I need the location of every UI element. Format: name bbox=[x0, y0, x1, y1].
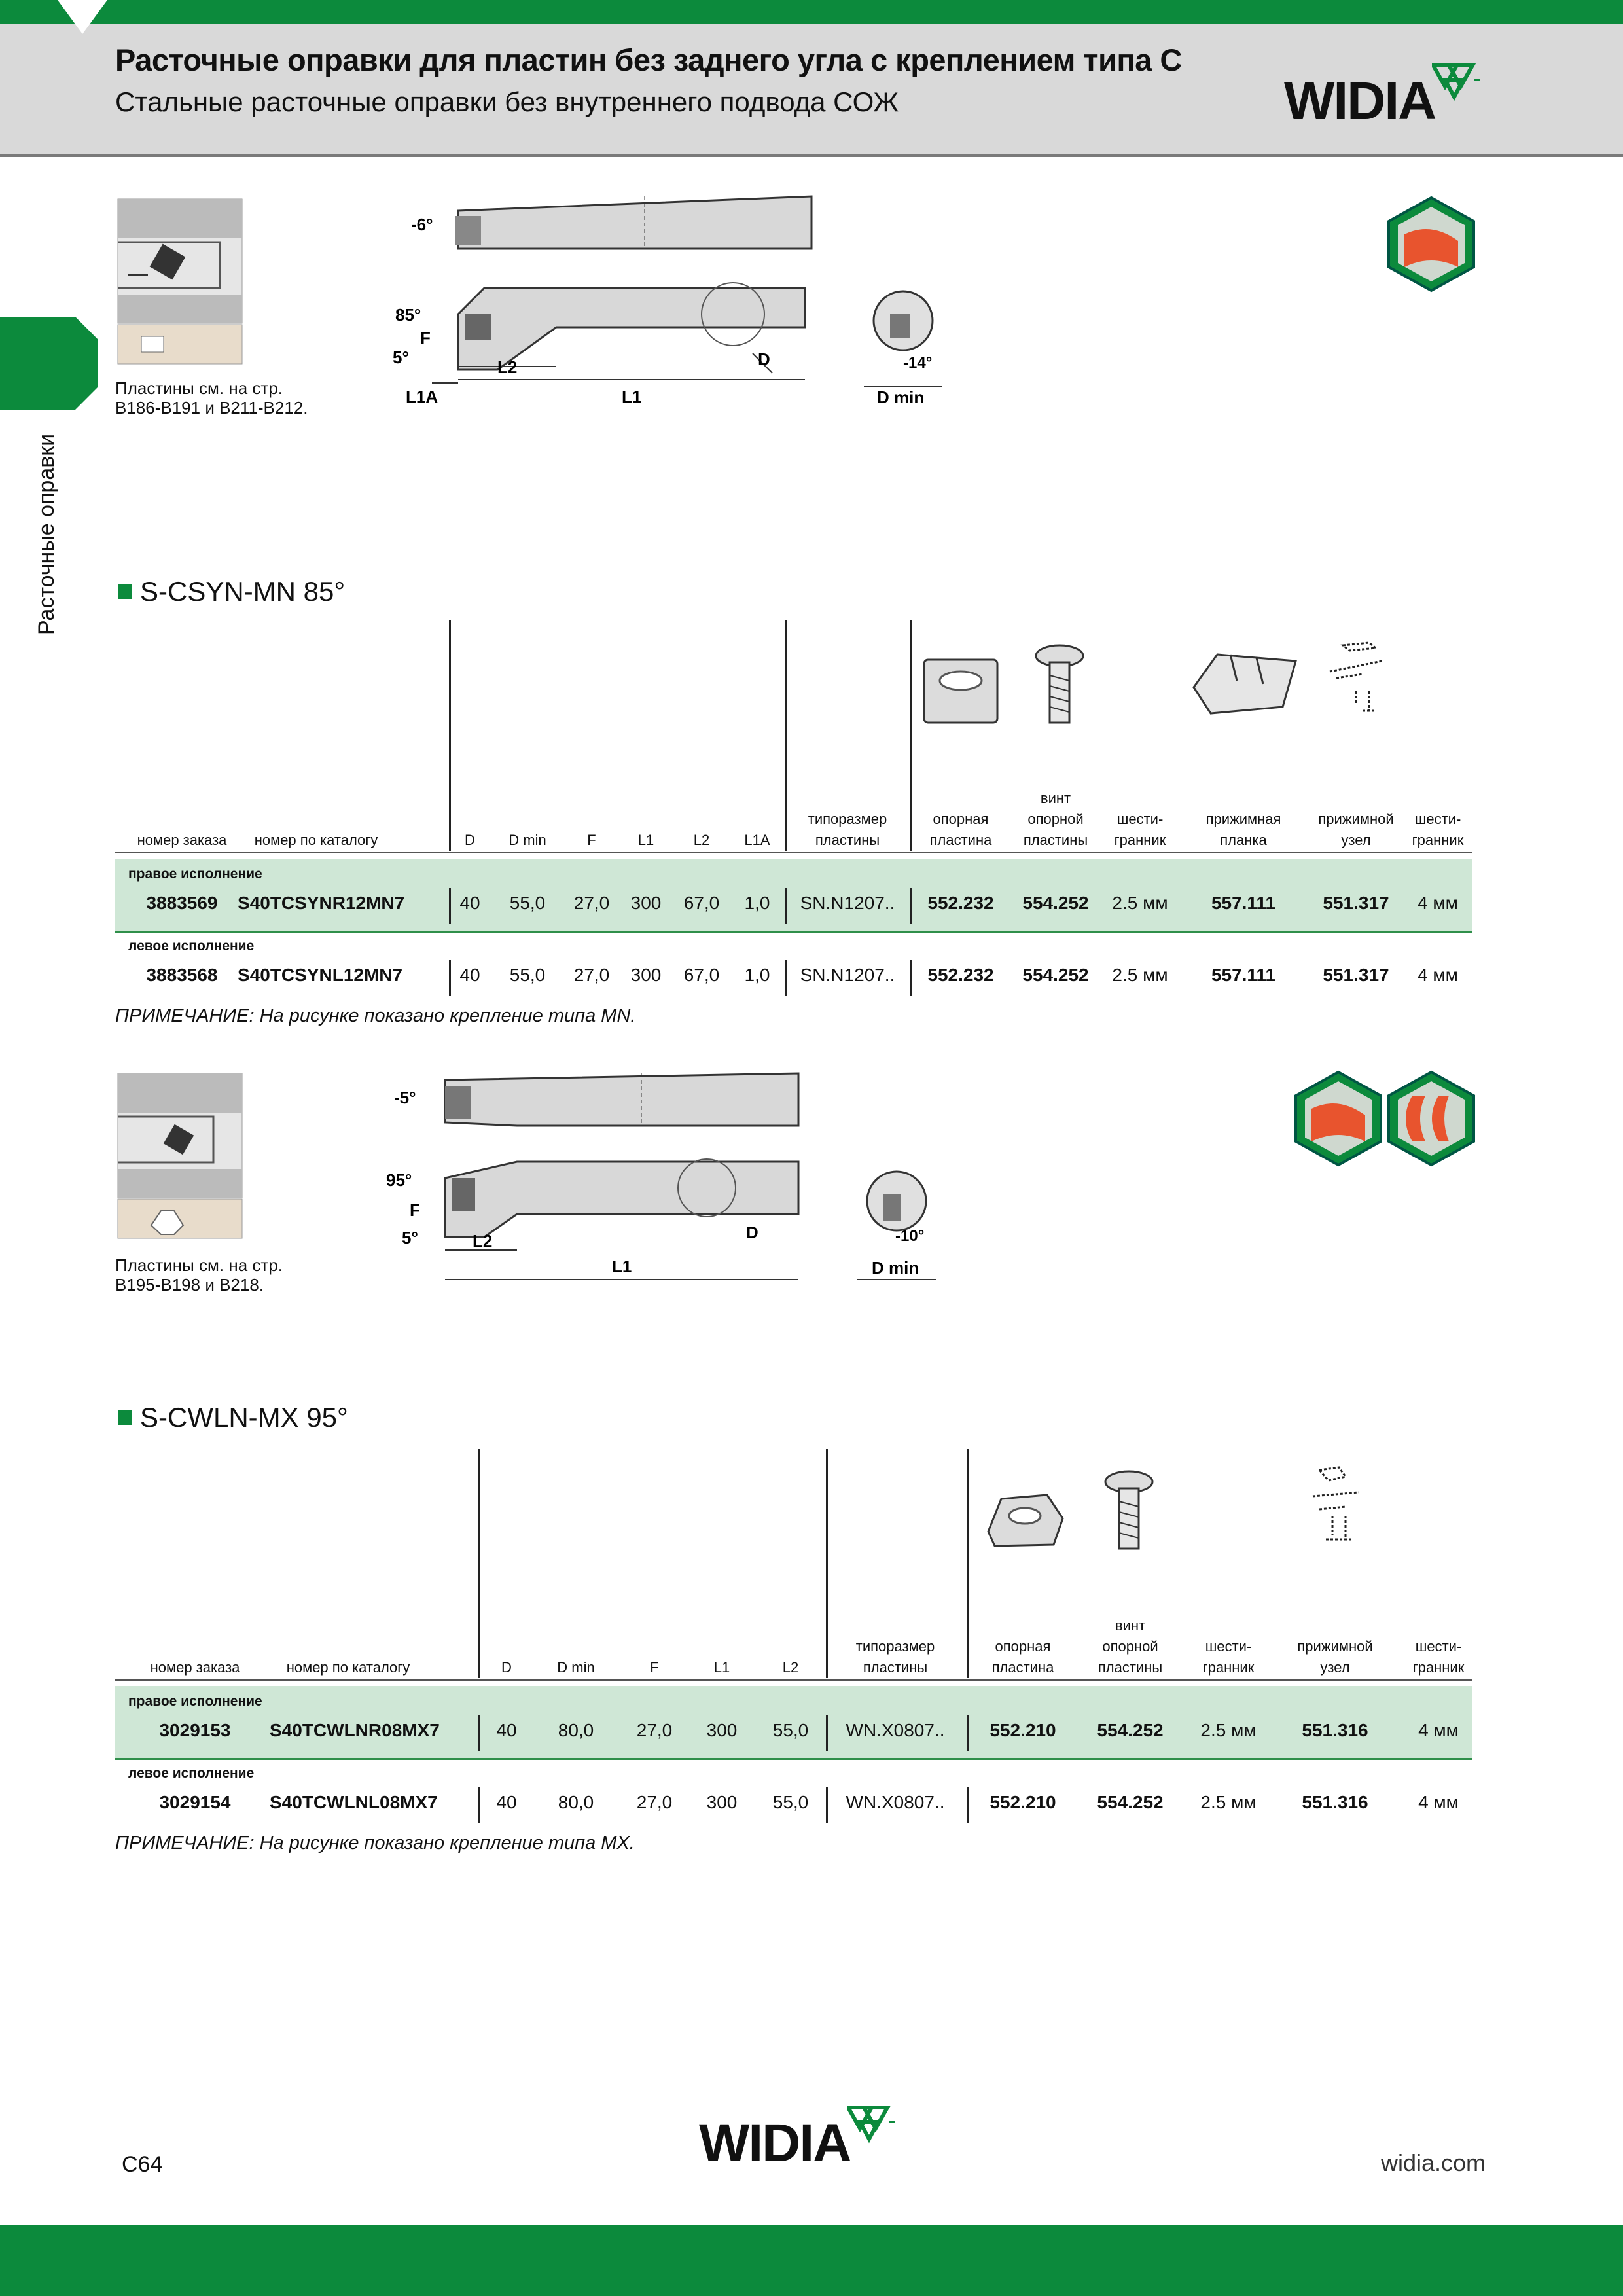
column-header: F bbox=[650, 1659, 659, 1676]
column-header: прижимная планка bbox=[1205, 811, 1281, 848]
column-header: номер заказа bbox=[137, 832, 227, 848]
table-cell: 4 мм bbox=[1418, 965, 1458, 985]
column-header: типоразмер пластины bbox=[808, 811, 887, 848]
insert-note-line: Пластины см. на стр. bbox=[115, 378, 283, 398]
side-tab-label: Расточные оправки bbox=[34, 433, 59, 635]
logo-text: WIDIA bbox=[1284, 71, 1436, 131]
column-header: опорная пластина bbox=[991, 1638, 1054, 1676]
drawing-label: L1A bbox=[406, 387, 438, 406]
table-cell: 27,0 bbox=[636, 1792, 673, 1812]
shim-plate-icon bbox=[921, 655, 1003, 726]
top-green-bar bbox=[0, 0, 1623, 24]
cell-separator bbox=[785, 960, 787, 996]
cell-separator bbox=[449, 960, 451, 996]
header-rule bbox=[115, 1679, 1472, 1681]
drawing-label: -14° bbox=[903, 354, 933, 372]
column-header: винт опорной пластины bbox=[1023, 790, 1088, 848]
column-header: L2 bbox=[782, 1659, 799, 1676]
table-cell: 554.252 bbox=[1022, 893, 1089, 913]
table-cell: 552.232 bbox=[927, 965, 994, 985]
table-cell: 40 bbox=[496, 1792, 517, 1812]
section-marker bbox=[118, 584, 132, 599]
table-cell: 552.210 bbox=[990, 1792, 1056, 1812]
section-title-text: S-CWLN-MX 95° bbox=[140, 1402, 348, 1433]
column-header: номер по каталогу bbox=[254, 832, 378, 848]
page-subtitle: Стальные расточные оправки без внутреннего подвода СОЖ bbox=[115, 86, 899, 117]
drawing-label: D min bbox=[877, 387, 925, 407]
table-cell: 3883569 bbox=[146, 893, 218, 913]
column-separator bbox=[478, 1449, 480, 1678]
insert-reference-note bbox=[115, 378, 308, 418]
logo-text: WIDIA bbox=[699, 2113, 851, 2173]
header-divider bbox=[0, 154, 1623, 157]
column-header: D bbox=[465, 832, 475, 848]
column-header: прижимной узел bbox=[1318, 811, 1394, 848]
drawing-label: 5° bbox=[393, 348, 409, 367]
drawing-label: D bbox=[746, 1223, 758, 1242]
table-cell: 551.316 bbox=[1302, 1792, 1368, 1812]
group-label: правое исполнение bbox=[128, 1694, 262, 1709]
widia-logo-icon bbox=[847, 2105, 897, 2144]
table-cell: 27,0 bbox=[573, 893, 610, 913]
table-cell: WN.X0807.. bbox=[846, 1720, 945, 1740]
table-cell: S40TCWLNR08MX7 bbox=[270, 1720, 440, 1740]
drawing-label: -5° bbox=[394, 1088, 416, 1107]
table-cell: 67,0 bbox=[683, 965, 720, 985]
table-cell: 300 bbox=[630, 893, 662, 913]
table-cell: 40 bbox=[496, 1720, 517, 1740]
column-header: номер заказа bbox=[150, 1659, 240, 1676]
cell-separator bbox=[826, 1787, 828, 1823]
drawing-label: L2 bbox=[473, 1231, 493, 1251]
cell-separator bbox=[785, 888, 787, 924]
row-rule bbox=[115, 931, 1472, 933]
insert-note-line: B195-B198 и B218. bbox=[115, 1275, 264, 1295]
widia-logo bbox=[1284, 71, 1435, 132]
bottom-green-bar bbox=[0, 2225, 1623, 2296]
drawing-label: D min bbox=[872, 1258, 919, 1278]
page-number: C64 bbox=[122, 2152, 163, 2177]
table-cell: 300 bbox=[706, 1720, 738, 1740]
table-cell: SN.N1207.. bbox=[800, 965, 895, 985]
drawing-label: D bbox=[758, 350, 770, 369]
drawing-label: 5° bbox=[402, 1228, 418, 1247]
table-cell: 3029153 bbox=[159, 1720, 231, 1740]
side-tab bbox=[0, 317, 98, 410]
column-header: шести- гранник bbox=[1412, 811, 1464, 848]
table-cell: 4 мм bbox=[1418, 1792, 1459, 1812]
table-cell: 551.317 bbox=[1323, 965, 1389, 985]
table-cell: 554.252 bbox=[1097, 1720, 1164, 1740]
insert-note-line: B186-B191 и B211-B212. bbox=[115, 398, 308, 418]
table-cell: WN.X0807.. bbox=[846, 1792, 945, 1812]
table-cell: 2.5 мм bbox=[1112, 893, 1168, 913]
website-link[interactable]: widia.com bbox=[1381, 2149, 1486, 2176]
application-icon bbox=[1386, 195, 1476, 293]
drawing-label: F bbox=[420, 328, 431, 348]
clamp-plate-icon bbox=[1191, 641, 1302, 720]
table-cell: 80,0 bbox=[558, 1792, 594, 1812]
insert-note-line: Пластины см. на стр. bbox=[115, 1255, 283, 1275]
shim-screw-icon bbox=[1030, 643, 1089, 728]
cell-separator bbox=[826, 1715, 828, 1751]
table-cell: 557.111 bbox=[1211, 893, 1276, 913]
column-header: D min bbox=[508, 832, 546, 848]
drawing-label: L1 bbox=[622, 387, 642, 406]
shim-screw-icon bbox=[1099, 1469, 1158, 1554]
drawing-label: F bbox=[410, 1200, 420, 1220]
widia-logo-icon bbox=[1432, 63, 1482, 102]
header-rule bbox=[115, 852, 1472, 853]
table-note: ПРИМЕЧАНИЕ: На рисунке показано крепление типа MX. bbox=[115, 1833, 635, 1854]
column-header: D bbox=[501, 1659, 512, 1676]
row-rule bbox=[115, 1758, 1472, 1760]
table-cell: 300 bbox=[630, 965, 662, 985]
section-marker bbox=[118, 1410, 132, 1425]
section-title-text: S-CSYN-MN 85° bbox=[140, 576, 346, 607]
table-cell: 55,0 bbox=[772, 1792, 809, 1812]
drawing-label: L2 bbox=[497, 357, 518, 377]
column-header: L1A bbox=[744, 832, 770, 848]
drawing-label: L1 bbox=[612, 1257, 632, 1276]
table-cell: 552.210 bbox=[990, 1720, 1056, 1740]
table-cell: 40 bbox=[459, 893, 480, 913]
table-cell: S40TCWLNL08MX7 bbox=[270, 1792, 438, 1812]
application-icon bbox=[1293, 1069, 1383, 1168]
column-header: номер по каталогу bbox=[286, 1659, 410, 1676]
table-cell: 3029154 bbox=[159, 1792, 231, 1812]
shim-plate-icon bbox=[982, 1486, 1067, 1551]
clamp-unit-icon bbox=[1323, 639, 1395, 724]
column-header: шести- гранник bbox=[1114, 811, 1166, 848]
group-label: правое исполнение bbox=[128, 867, 262, 882]
column-header: шести- гранник bbox=[1202, 1638, 1255, 1676]
table-cell: 67,0 bbox=[683, 893, 720, 913]
table-cell: 80,0 bbox=[558, 1720, 594, 1740]
table-cell: 1,0 bbox=[744, 965, 770, 985]
table-cell: 557.111 bbox=[1211, 965, 1276, 985]
column-header: шести- гранник bbox=[1412, 1638, 1465, 1676]
table-cell: 300 bbox=[706, 1792, 738, 1812]
group-label: левое исполнение bbox=[128, 939, 255, 954]
section-title-csyn bbox=[118, 576, 345, 607]
boring-bar-setup-illustration bbox=[115, 196, 246, 367]
table-cell: 3883568 bbox=[146, 965, 218, 985]
clamp-unit-icon bbox=[1300, 1463, 1372, 1549]
table-cell: 40 bbox=[459, 965, 480, 985]
table-cell: 554.252 bbox=[1022, 965, 1089, 985]
application-icon bbox=[1386, 1069, 1476, 1168]
corner-notch bbox=[58, 0, 107, 34]
table-cell: 554.252 bbox=[1097, 1792, 1164, 1812]
column-header: L1 bbox=[713, 1659, 730, 1676]
table-cell: 27,0 bbox=[636, 1720, 673, 1740]
table-note: ПРИМЕЧАНИЕ: На рисунке показано крепление типа MN. bbox=[115, 1005, 636, 1026]
table-cell: S40TCSYNR12MN7 bbox=[238, 893, 405, 913]
table-cell: 1,0 bbox=[744, 893, 770, 913]
cell-separator bbox=[449, 888, 451, 924]
insert-reference-note bbox=[115, 1255, 283, 1295]
boring-bar-setup-illustration bbox=[115, 1071, 246, 1241]
section-title-cwln bbox=[118, 1402, 348, 1433]
cell-separator bbox=[910, 960, 912, 996]
column-header: L1 bbox=[637, 832, 654, 848]
cell-separator bbox=[478, 1787, 480, 1823]
column-header: L2 bbox=[693, 832, 710, 848]
table-cell: 4 мм bbox=[1418, 1720, 1459, 1740]
table-cell: 552.232 bbox=[927, 893, 994, 913]
column-header: F bbox=[587, 832, 596, 848]
column-header: опорная пластина bbox=[929, 811, 992, 848]
table-cell: 55,0 bbox=[772, 1720, 809, 1740]
drawing-label: -10° bbox=[895, 1227, 925, 1245]
column-header: типоразмер пластины bbox=[855, 1638, 935, 1676]
table-cell: 27,0 bbox=[573, 965, 610, 985]
table-cell: 2.5 мм bbox=[1200, 1792, 1257, 1812]
group-label: левое исполнение bbox=[128, 1766, 255, 1781]
column-header: D min bbox=[557, 1659, 595, 1676]
tool-drawing-1 bbox=[393, 183, 969, 419]
footer-logo bbox=[699, 2113, 850, 2174]
cell-separator bbox=[910, 888, 912, 924]
table-cell: 2.5 мм bbox=[1200, 1720, 1257, 1740]
column-header: прижимной узел bbox=[1297, 1638, 1373, 1676]
cell-separator bbox=[967, 1787, 969, 1823]
table-cell: 551.317 bbox=[1323, 893, 1389, 913]
table-cell: SN.N1207.. bbox=[800, 893, 895, 913]
table-cell: 4 мм bbox=[1418, 893, 1458, 913]
table-cell: 55,0 bbox=[509, 893, 546, 913]
drawing-label: 85° bbox=[395, 305, 421, 325]
tool-drawing-2 bbox=[386, 1060, 949, 1296]
table-cell: 551.316 bbox=[1302, 1720, 1368, 1740]
drawing-label: -6° bbox=[411, 215, 433, 234]
table-cell: 55,0 bbox=[509, 965, 546, 985]
drawing-label: 95° bbox=[386, 1170, 412, 1190]
cell-separator bbox=[478, 1715, 480, 1751]
cell-separator bbox=[967, 1715, 969, 1751]
page-title: Расточные оправки для пластин без заднего угла с креплением типа С bbox=[115, 43, 1182, 77]
column-separator bbox=[449, 620, 451, 851]
table-cell: S40TCSYNL12MN7 bbox=[238, 965, 403, 985]
column-header: винт опорной пластины bbox=[1097, 1617, 1163, 1676]
table-cell: 2.5 мм bbox=[1112, 965, 1168, 985]
